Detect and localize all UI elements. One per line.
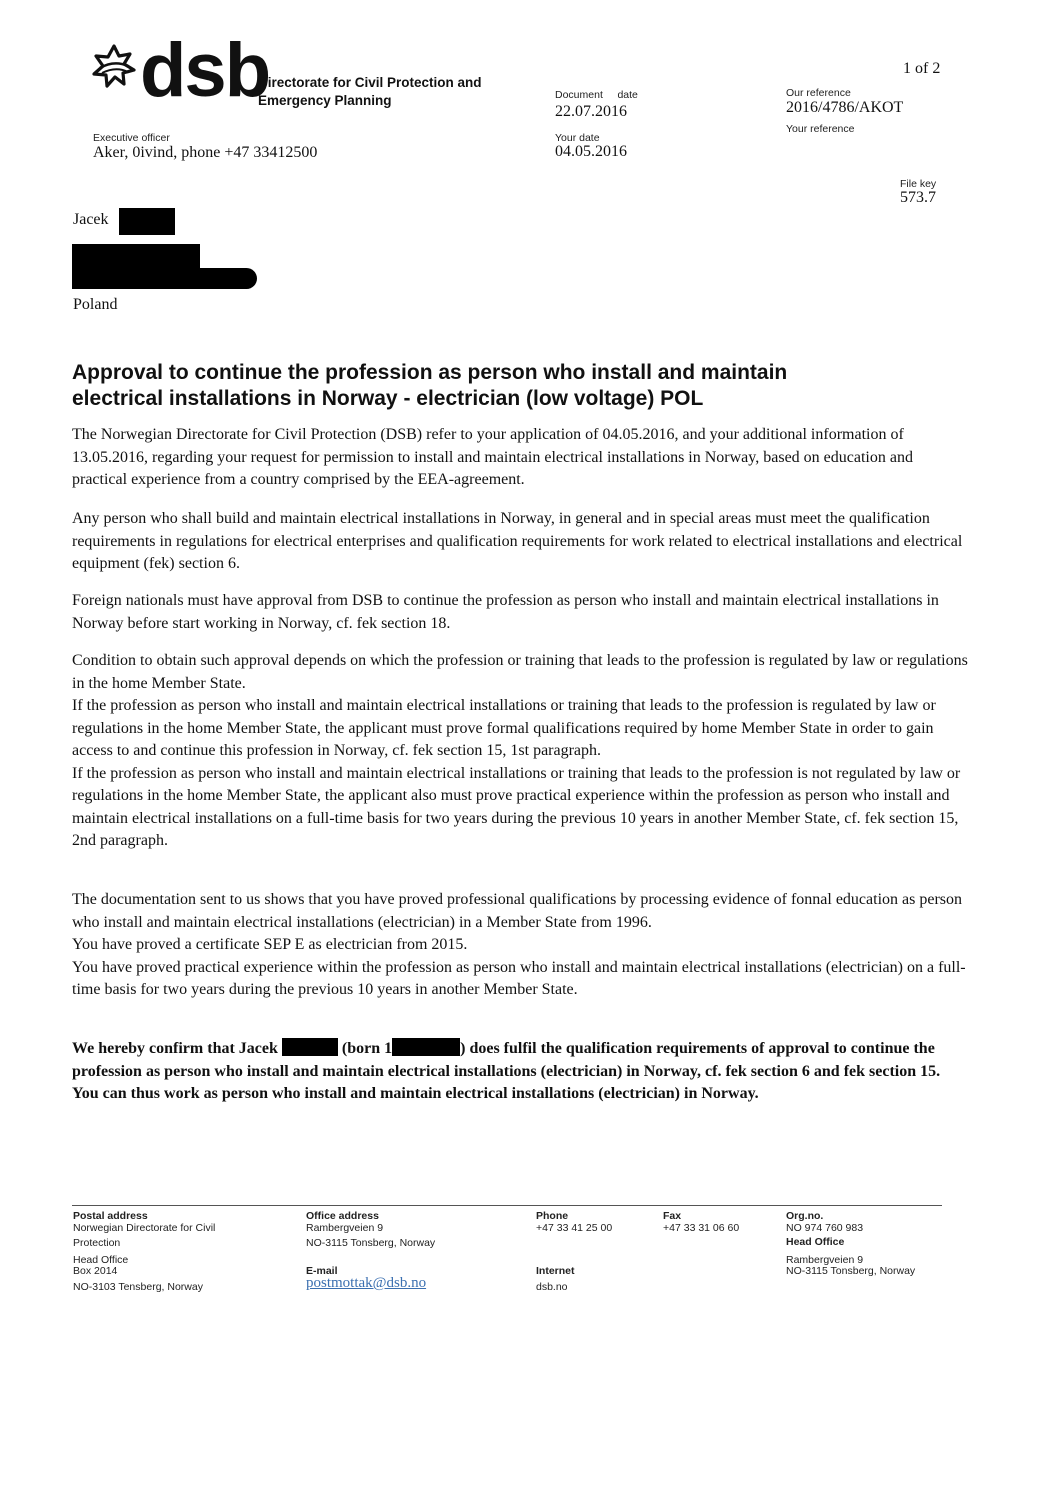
email-label: E-mail [306, 1265, 338, 1277]
org-no-label: Org.no. [786, 1210, 824, 1222]
confirmation-statement [72, 1038, 972, 1106]
paragraph-foreign-nationals [72, 590, 972, 635]
dsb-logo-text: dsb [140, 28, 270, 113]
confirm-rest-text: ) does fulfil the qualification requirements of approval to continue the profession as person who install and maintain electrical installations (electrician) in Norway, cf. fek section 6 and fek section 15. [72, 1040, 941, 1080]
phone-label: Phone [536, 1210, 569, 1222]
paragraph-text: The Norwegian Directorate for Civil Protection (DSB) refer to your application of 04.05.2016, and your additional information of 13.05.2016, regarding your request for permission to install and maintain electrical installations in Norway, based on education and practical experience from a country comprised by the EEA-agreement. [72, 426, 913, 488]
paragraph-text: Foreign nationals must have approval from DSB to continue the profession as person who install and maintain electrical installations in Norway before start working in Norway, cf. fek section 18. [72, 592, 939, 632]
our-reference: 2016/4786/AKOT [786, 99, 904, 116]
document-date: 22.07.2016 [555, 103, 627, 120]
postal-line5: NO-3103 Tensberg, Norway [73, 1281, 203, 1293]
confirm-born-text: (born 1 [341, 1040, 393, 1057]
internet-value: dsb.no [536, 1281, 568, 1293]
org-name-line2: Emergency Planning [258, 93, 392, 108]
paragraph-requirements [72, 508, 972, 576]
document-date-label: Document date [555, 89, 638, 101]
internet-label: Internet [536, 1265, 575, 1277]
paragraph-conditions [72, 650, 972, 853]
paragraph-text: If the profession as person who install and maintain electrical installations or training that leads to the profession is regulated by law or regulations in the home Member State, the applicant must prove formal qualifications required by home Member State in order to gain access to and continue this profession in Norway, cf. fek section 15, 1st paragraph. [72, 697, 936, 759]
postal-line2: Protection [73, 1237, 121, 1249]
paragraph-text: If the profession as person who install and maintain electrical installations or training that leads to the profession is not regulated by law or regulations in the home Member State, the applicant also must prove practical experience within the profession as person who install and maintain electrical installations on a full-time basis for two years during the previous 10 years in another Member State, cf. fek section 15, 2nd paragraph. [72, 764, 961, 849]
recipient-first-name: Jacek [73, 211, 109, 228]
head-office-line2: NO-3115 Tonsberg, Norway [786, 1265, 916, 1277]
title-line1: Approval to continue the profession as person who install and maintain [72, 361, 788, 384]
your-reference-label: Your reference [786, 123, 855, 135]
redacted-surname-inline [282, 1038, 338, 1056]
postal-line3: Head Office [73, 1254, 129, 1266]
paragraph-text: You have proved a certificate SEP E as electrician from 2015. [72, 936, 468, 953]
postal-line1: Norwegian Directorate for Civil [73, 1222, 216, 1234]
redacted-surname [119, 208, 175, 235]
footer-divider [72, 1205, 942, 1206]
office-line2: NO-3115 Tonsberg, Norway [306, 1237, 436, 1249]
office-address-label: Office address [306, 1210, 379, 1222]
org-no-value: NO 974 760 983 [786, 1222, 864, 1234]
your-date: 04.05.2016 [555, 143, 627, 160]
org-name-line1: Directorate for Civil Protection and [258, 75, 482, 90]
file-key: 573.7 [900, 189, 936, 206]
page-indicator: 1 of 2 [903, 60, 941, 77]
office-line1: Rambergveien 9 [306, 1222, 384, 1234]
organization-name [258, 74, 508, 110]
file-key-label: File key [900, 178, 937, 190]
paragraph-text: Any person who shall build and maintain electrical installations in Norway, in general and in special areas must meet the qualification requirements in regulations for electrical enterprises and qualification requirements for work related to electrical installations and electrical equipment (fek) section 6. [72, 510, 963, 572]
paragraph-text: Condition to obtain such approval depends on which the profession or training that leads to the profession is regulated by law or regulations in the home Member State. [72, 652, 968, 692]
paragraph-reference [72, 424, 972, 492]
fax-label: Fax [663, 1210, 682, 1222]
confirm-start-text: We hereby confirm that Jacek [72, 1040, 278, 1057]
executive-officer: Aker, 0ivind, phone +47 33412500 [93, 144, 318, 161]
head-office-line1: Rambergveien 9 [786, 1254, 864, 1266]
dsb-logo-mark-icon [88, 42, 140, 90]
our-reference-label: Our reference [786, 87, 851, 99]
title-line2: electrical installations in Norway - electrician (low voltage) POL [72, 387, 704, 410]
your-date-label: Your date [555, 132, 600, 144]
head-office-label: Head Office [786, 1236, 845, 1248]
paragraph-text: You have proved practical experience within the profession as person who install and maintain electrical installations (electrician) on a full-time basis for two years during the previous 10 years in another Member State. [72, 958, 966, 998]
phone-value: +47 33 41 25 00 [536, 1222, 613, 1234]
recipient-country: Poland [73, 296, 118, 313]
redacted-birthdate [392, 1038, 460, 1056]
executive-officer-label: Executive officer [93, 132, 170, 144]
letter-title [72, 360, 972, 412]
email-link[interactable]: postmottak@dsb.no [306, 1275, 427, 1291]
paragraph-documentation [72, 889, 972, 1002]
fax-value: +47 33 31 06 60 [663, 1222, 740, 1234]
redacted-address-line2 [72, 268, 257, 289]
paragraph-text: The documentation sent to us shows that you have proved professional qualifications by processing evidence of fonnal education as person who install and maintain electrical installations (electrician) in a Member State from 1996. [72, 891, 962, 931]
postal-line4: Box 2014 [73, 1265, 118, 1277]
confirm-last-text: You can thus work as person who install and maintain electrical installations (electrician) in Norway. [72, 1085, 759, 1102]
postal-address-label: Postal address [73, 1210, 148, 1222]
